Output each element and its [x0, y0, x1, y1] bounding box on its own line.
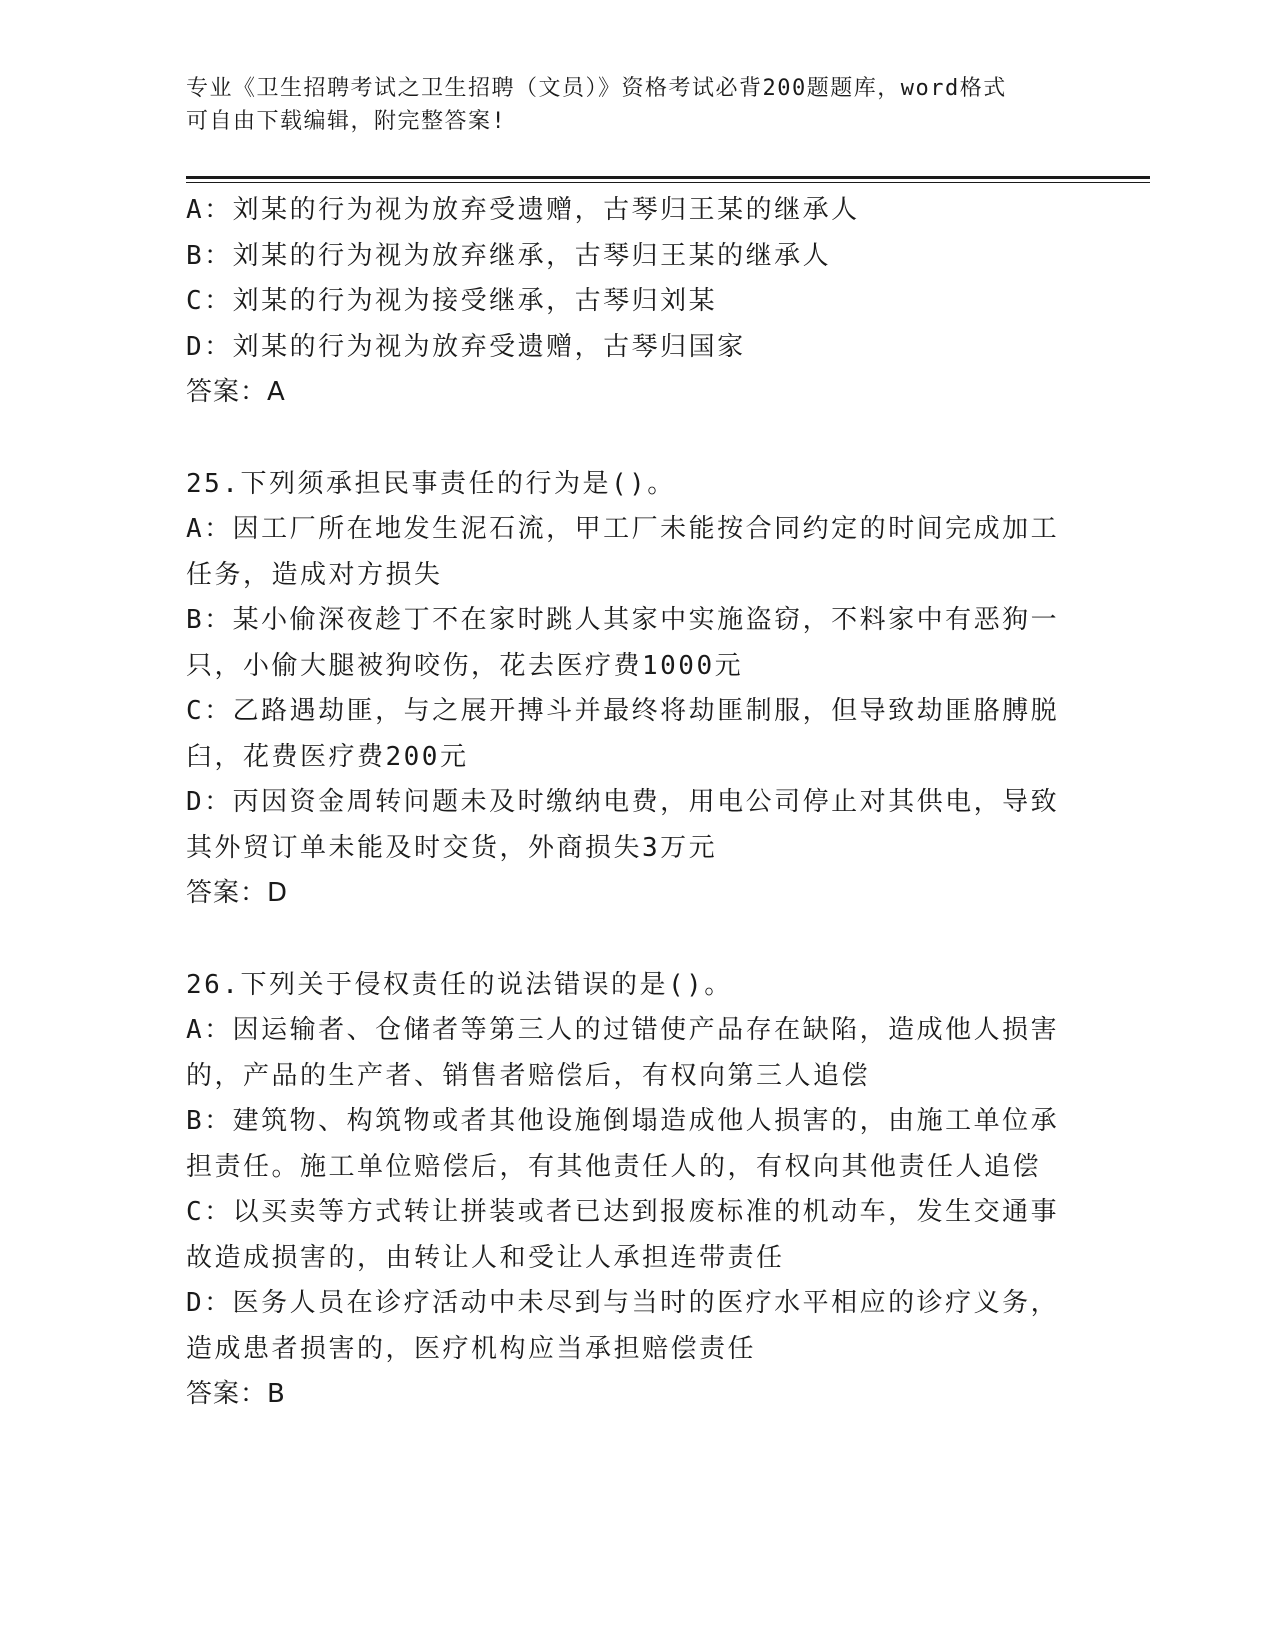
q25-option-c-line-1: C：乙路遇劫匪，与之展开搏斗并最终将劫匪制服，但导致劫匪胳膊脱	[186, 696, 1060, 726]
question-26-stem: 26.下列关于侵权责任的说法错误的是()。	[186, 969, 733, 1000]
q25-option-d-line-1: D：丙因资金周转问题未及时缴纳电费，用电公司停止对其供电，导致	[186, 787, 1060, 817]
q25-option-a-line-1: A：因工厂所在地发生泥石流，甲工厂未能按合同约定的时间完成加工	[186, 514, 1060, 544]
q26-option-c-line-2: 故造成损害的，由转让人和受让人承担连带责任	[186, 1242, 785, 1273]
header-title-line-1: 专业《卫生招聘考试之卫生招聘（文员）》资格考试必背200题题库，word格式	[186, 76, 1007, 101]
q26-option-b-line-1: B：建筑物、构筑物或者其他设施倒塌造成他人损害的，由施工单位承	[186, 1106, 1060, 1136]
q26-option-d-line-1: D：医务人员在诊疗活动中未尽到与当时的医疗水平相应的诊疗义务，	[186, 1288, 1060, 1318]
document-body	[186, 188, 1066, 1418]
q25-option-b-line-2: 只，小偷大腿被狗咬伤，花去医疗费1000元	[186, 650, 744, 681]
prev-option-a: A：刘某的行为视为放弃受遗赠，古琴归王某的继承人	[186, 195, 860, 225]
q26-option-d-line-2: 造成患者损害的，医疗机构应当承担赔偿责任	[186, 1333, 757, 1364]
header-divider-thick	[186, 176, 1150, 179]
document-header	[186, 72, 1066, 138]
q26-option-a-line-2: 的，产品的生产者、销售者赔偿后，有权向第三人追偿	[186, 1060, 871, 1091]
question-26-block	[186, 963, 1066, 1418]
q25-option-c-line-2: 臼，花费医疗费200元	[186, 741, 469, 772]
question-26-answer: 答案：B	[186, 1379, 286, 1409]
q26-option-b-line-2: 担责任。施工单位赔偿后，有其他责任人的，有权向其他责任人追偿	[186, 1151, 1042, 1182]
q26-option-a-line-1: A：因运输者、仓储者等第三人的过错使产品存在缺陷，造成他人损害	[186, 1015, 1060, 1045]
header-divider-thin	[186, 182, 1150, 183]
prev-question-block	[186, 188, 1066, 416]
prev-option-b: B：刘某的行为视为放弃继承，古琴归王某的继承人	[186, 240, 832, 271]
question-25-block	[186, 462, 1066, 917]
prev-option-c: C：刘某的行为视为接受继承，古琴归刘某	[186, 286, 718, 316]
q25-option-b-line-1: B：某小偷深夜趁丁不在家时跳人其家中实施盗窃，不料家中有恶狗一	[186, 605, 1060, 635]
prev-option-d: D：刘某的行为视为放弃受遗赠，古琴归国家	[186, 331, 746, 362]
question-25-stem: 25.下列须承担民事责任的行为是()。	[186, 468, 676, 499]
question-25-answer: 答案：D	[186, 878, 289, 908]
q25-option-d-line-2: 其外贸订单未能及时交货，外商损失3万元	[186, 832, 718, 863]
prev-answer: 答案：A	[186, 377, 286, 407]
q25-option-a-line-2: 任务，造成对方损失	[186, 559, 443, 590]
q26-option-c-line-1: C：以买卖等方式转让拼装或者已达到报废标准的机动车，发生交通事	[186, 1197, 1060, 1227]
header-title-line-2: 可自由下载编辑，附完整答案!	[186, 109, 507, 134]
